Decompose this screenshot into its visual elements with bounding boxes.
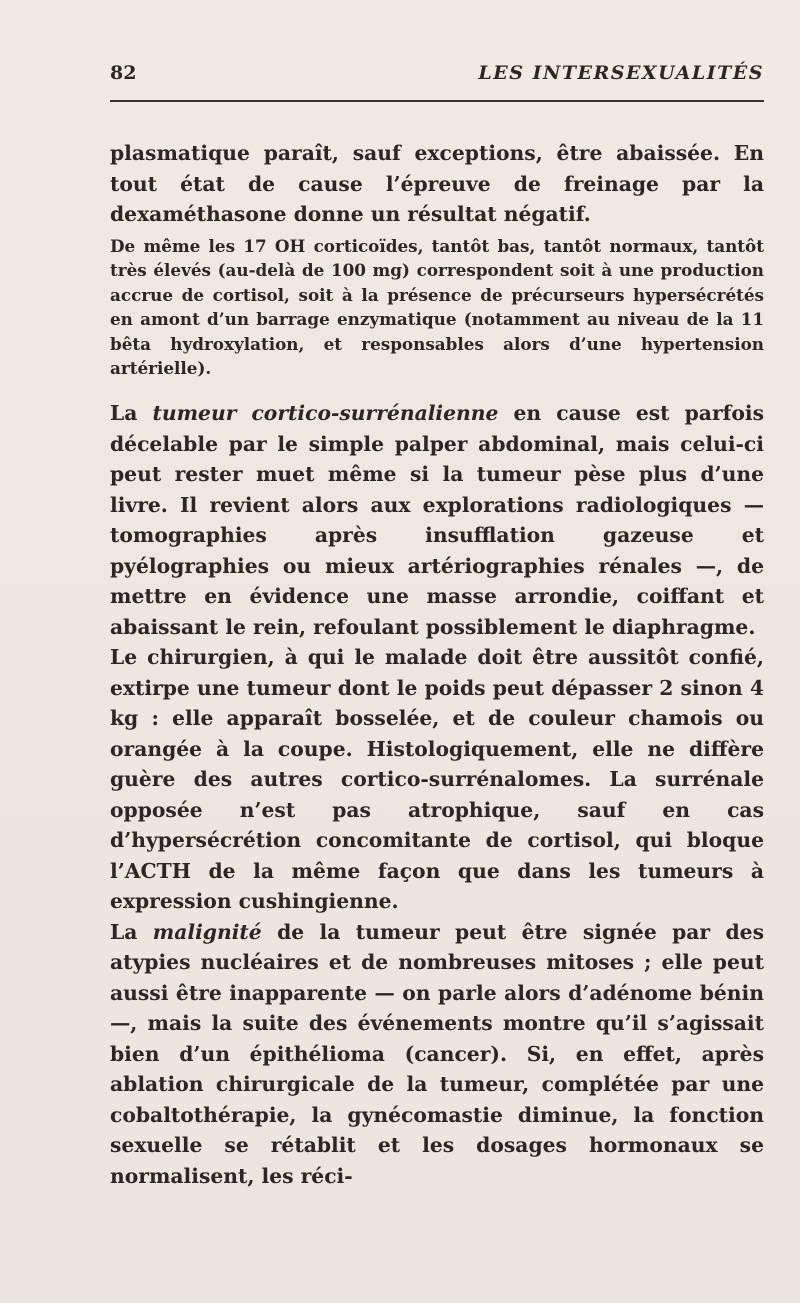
paragraph-5-start: La <box>110 919 153 944</box>
paragraph-2: De même les 17 OH corticoïdes, tantôt bas, tantôt normaux, tantôt très élevés (au-delà de 100 mg) correspondent soit à une production accrue de cortisol, soit à la présence de précurseurs hypersécrétés en amont d’un barrage enzymatique (notamment au niveau de la 11 bêta hydroxylation, et responsables alors d’une hypertension artérielle). <box>110 235 764 379</box>
paragraph-4: Le chirurgien, à qui le malade doit être aussitôt confié, extirpe une tumeur dont le poids peut dépasser 2 sinon 4 kg : elle apparaît bosselée, et de couleur chamois ou orangée à la coupe. Histologiquement, elle ne diffère guère des autres cortico-surrénalomes. La surrénale opposée n’est pas atrophique, sauf en cas d’hypersécrétion concomitante de cortisol, qui bloque l’ACTH de la même façon que dans les tumeurs à expression cushingienne. <box>110 645 764 914</box>
paragraph-3-rest: en cause est parfois décelable par le simple palper abdominal, mais celui-ci peut rester muet même si la tumeur pèse plus d’une livre. Il revient alors aux explorations radiologiques — tomographies après insufflation gazeuse et pyélographies ou mieux artériographies rénales —, de mettre en évidence une masse arrondie, coiffant et abaissant le rein, refoulant possiblement le diaphragme. <box>110 401 765 639</box>
page-body <box>110 138 764 1191</box>
running-title: LES INTERSEXUALITÉS <box>478 62 764 84</box>
paragraph-5 <box>110 917 764 1192</box>
paragraph-5-emphasis: malignité <box>152 919 262 944</box>
paragraph-1: plasmatique paraît, sauf exceptions, être abaissée. En tout état de cause l’épreuve de freinage par la dexaméthasone donne un résultat négatif. <box>110 141 764 226</box>
paragraph-3-emphasis: tumeur cortico-surrénalienne <box>152 401 499 426</box>
paragraph-3-start: La <box>110 401 153 426</box>
paragraph-5-rest: de la tumeur peut être signée par des atypies nucléaires et de nombreuses mitoses ; elle peut aussi être inapparente — on parle alors d’adénome bénin —, mais la suite des événements montre qu’il s’agissait bien d’un épithélioma (cancer). Si, en effet, après ablation chirurgicale de la tumeur, complétée par une cobaltothérapie, la gynécomastie diminue, la fonction sexuelle se rétablit et les dosages hormonaux se normalisent, les réci- <box>110 919 764 1188</box>
paragraph-3 <box>110 398 764 642</box>
page-header <box>110 58 764 94</box>
page-number: 82 <box>110 62 137 84</box>
header-rule <box>110 100 764 102</box>
